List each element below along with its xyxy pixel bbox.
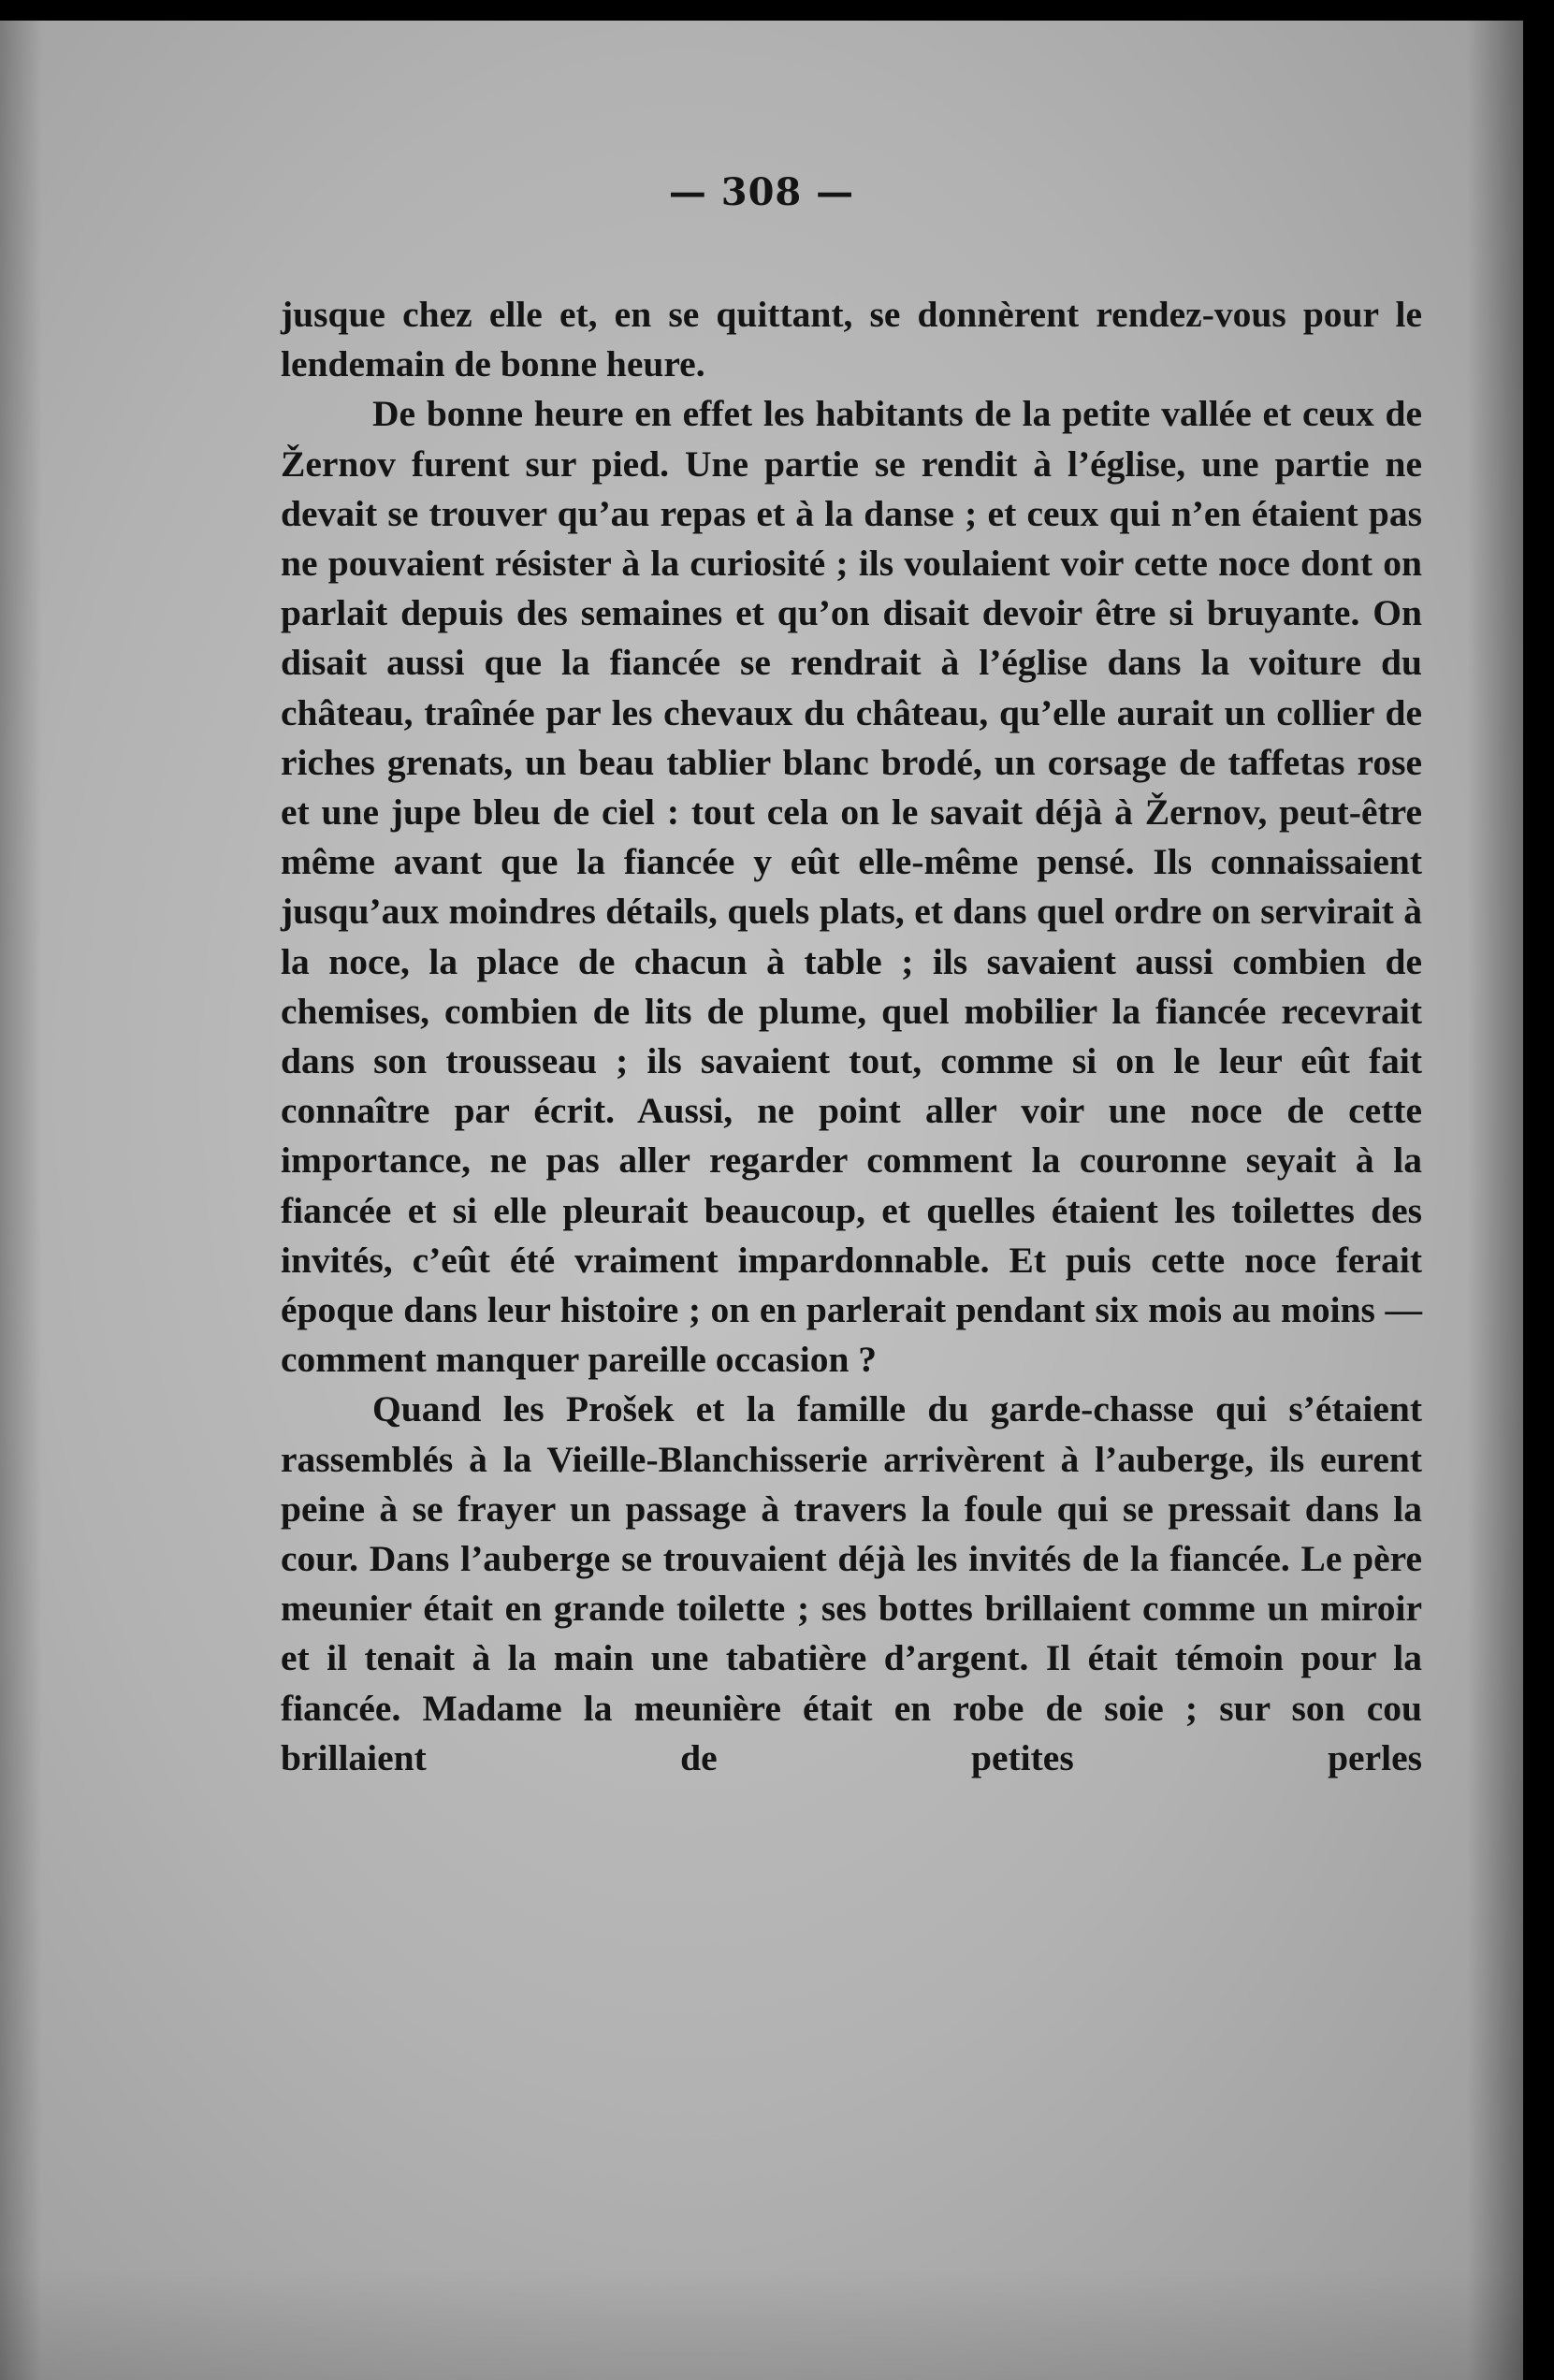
paragraph: Quand les Prošek et la famille du garde-chasse qui s’étaient rassemblés à la Vieille-Blanchisserie arrivèrent à l’auberge, ils eurent peine à se frayer un passage à travers la foule qui se pressait dans la cour. Dans l’auberge se trouvaient déjà les invités de la fiancée. Le père meunier était en grande toilette ; ses bottes brillaient comme un miroir et il tenait à la main une tabatière d’argent. Il était témoin pour la fiancée. Madame la meunière était en robe de soie ; sur son cou brillaient de petites perles	[281, 1388, 1422, 1778]
page-edge-shadow	[1467, 21, 1523, 2380]
body-text	[281, 290, 1422, 1783]
page-number: — 308 —	[668, 170, 855, 214]
paragraph-continuation: jusque chez elle et, en se quittant, se donnèrent rendez-vous pour le lendemain de bonne heure.	[281, 294, 1422, 385]
paragraph: De bonne heure en effet les habitants de la petite vallée et ceux de Žernov furent sur pied. Une partie se rendit à l’église, une partie ne devait se trouver qu’au repas et à la danse ; et ceux qui n’en étaient pas ne pouvaient résister à la curiosité ; ils voulaient voir cette noce dont on parlait depuis des semaines et qu’on disait devoir être si bruyante. On disait aussi que la fiancée se rendrait à l’église dans la voiture du château, traînée par les chevaux du château, qu’elle aurait un collier de riches grenats, un beau tablier blanc brodé, un corsage de taffetas rose et une jupe bleu de ciel : tout cela on le savait déjà à Žernov, peut-être même avant que la fiancée y eût elle-même pensé. Ils connaissaient jusqu’aux moindres détails, quels plats, et dans quel ordre on servirait à la noce, la place de chacun à table ; ils savaient aussi combien de chemises, combien de lits de plume, quel mobilier la fiancée recevrait dans son trousseau ; ils savaient tout, comme si on le leur eût fait connaître par écrit. Aussi, ne point aller voir une noce de cette importance, ne pas aller regarder comment la couronne seyait à la fiancée et si elle pleurait beaucoup, et quelles étaient les toilettes des invités, c’eût été vraiment impardonnable. Et puis cette noce ferait époque dans leur histoire ; on en parlerait pendant six mois au moins — comment manquer pareille occasion ?	[281, 393, 1422, 1381]
gutter-shadow	[0, 21, 42, 2380]
book-page	[0, 21, 1523, 2380]
page-bottom-shadow	[0, 2268, 1523, 2380]
